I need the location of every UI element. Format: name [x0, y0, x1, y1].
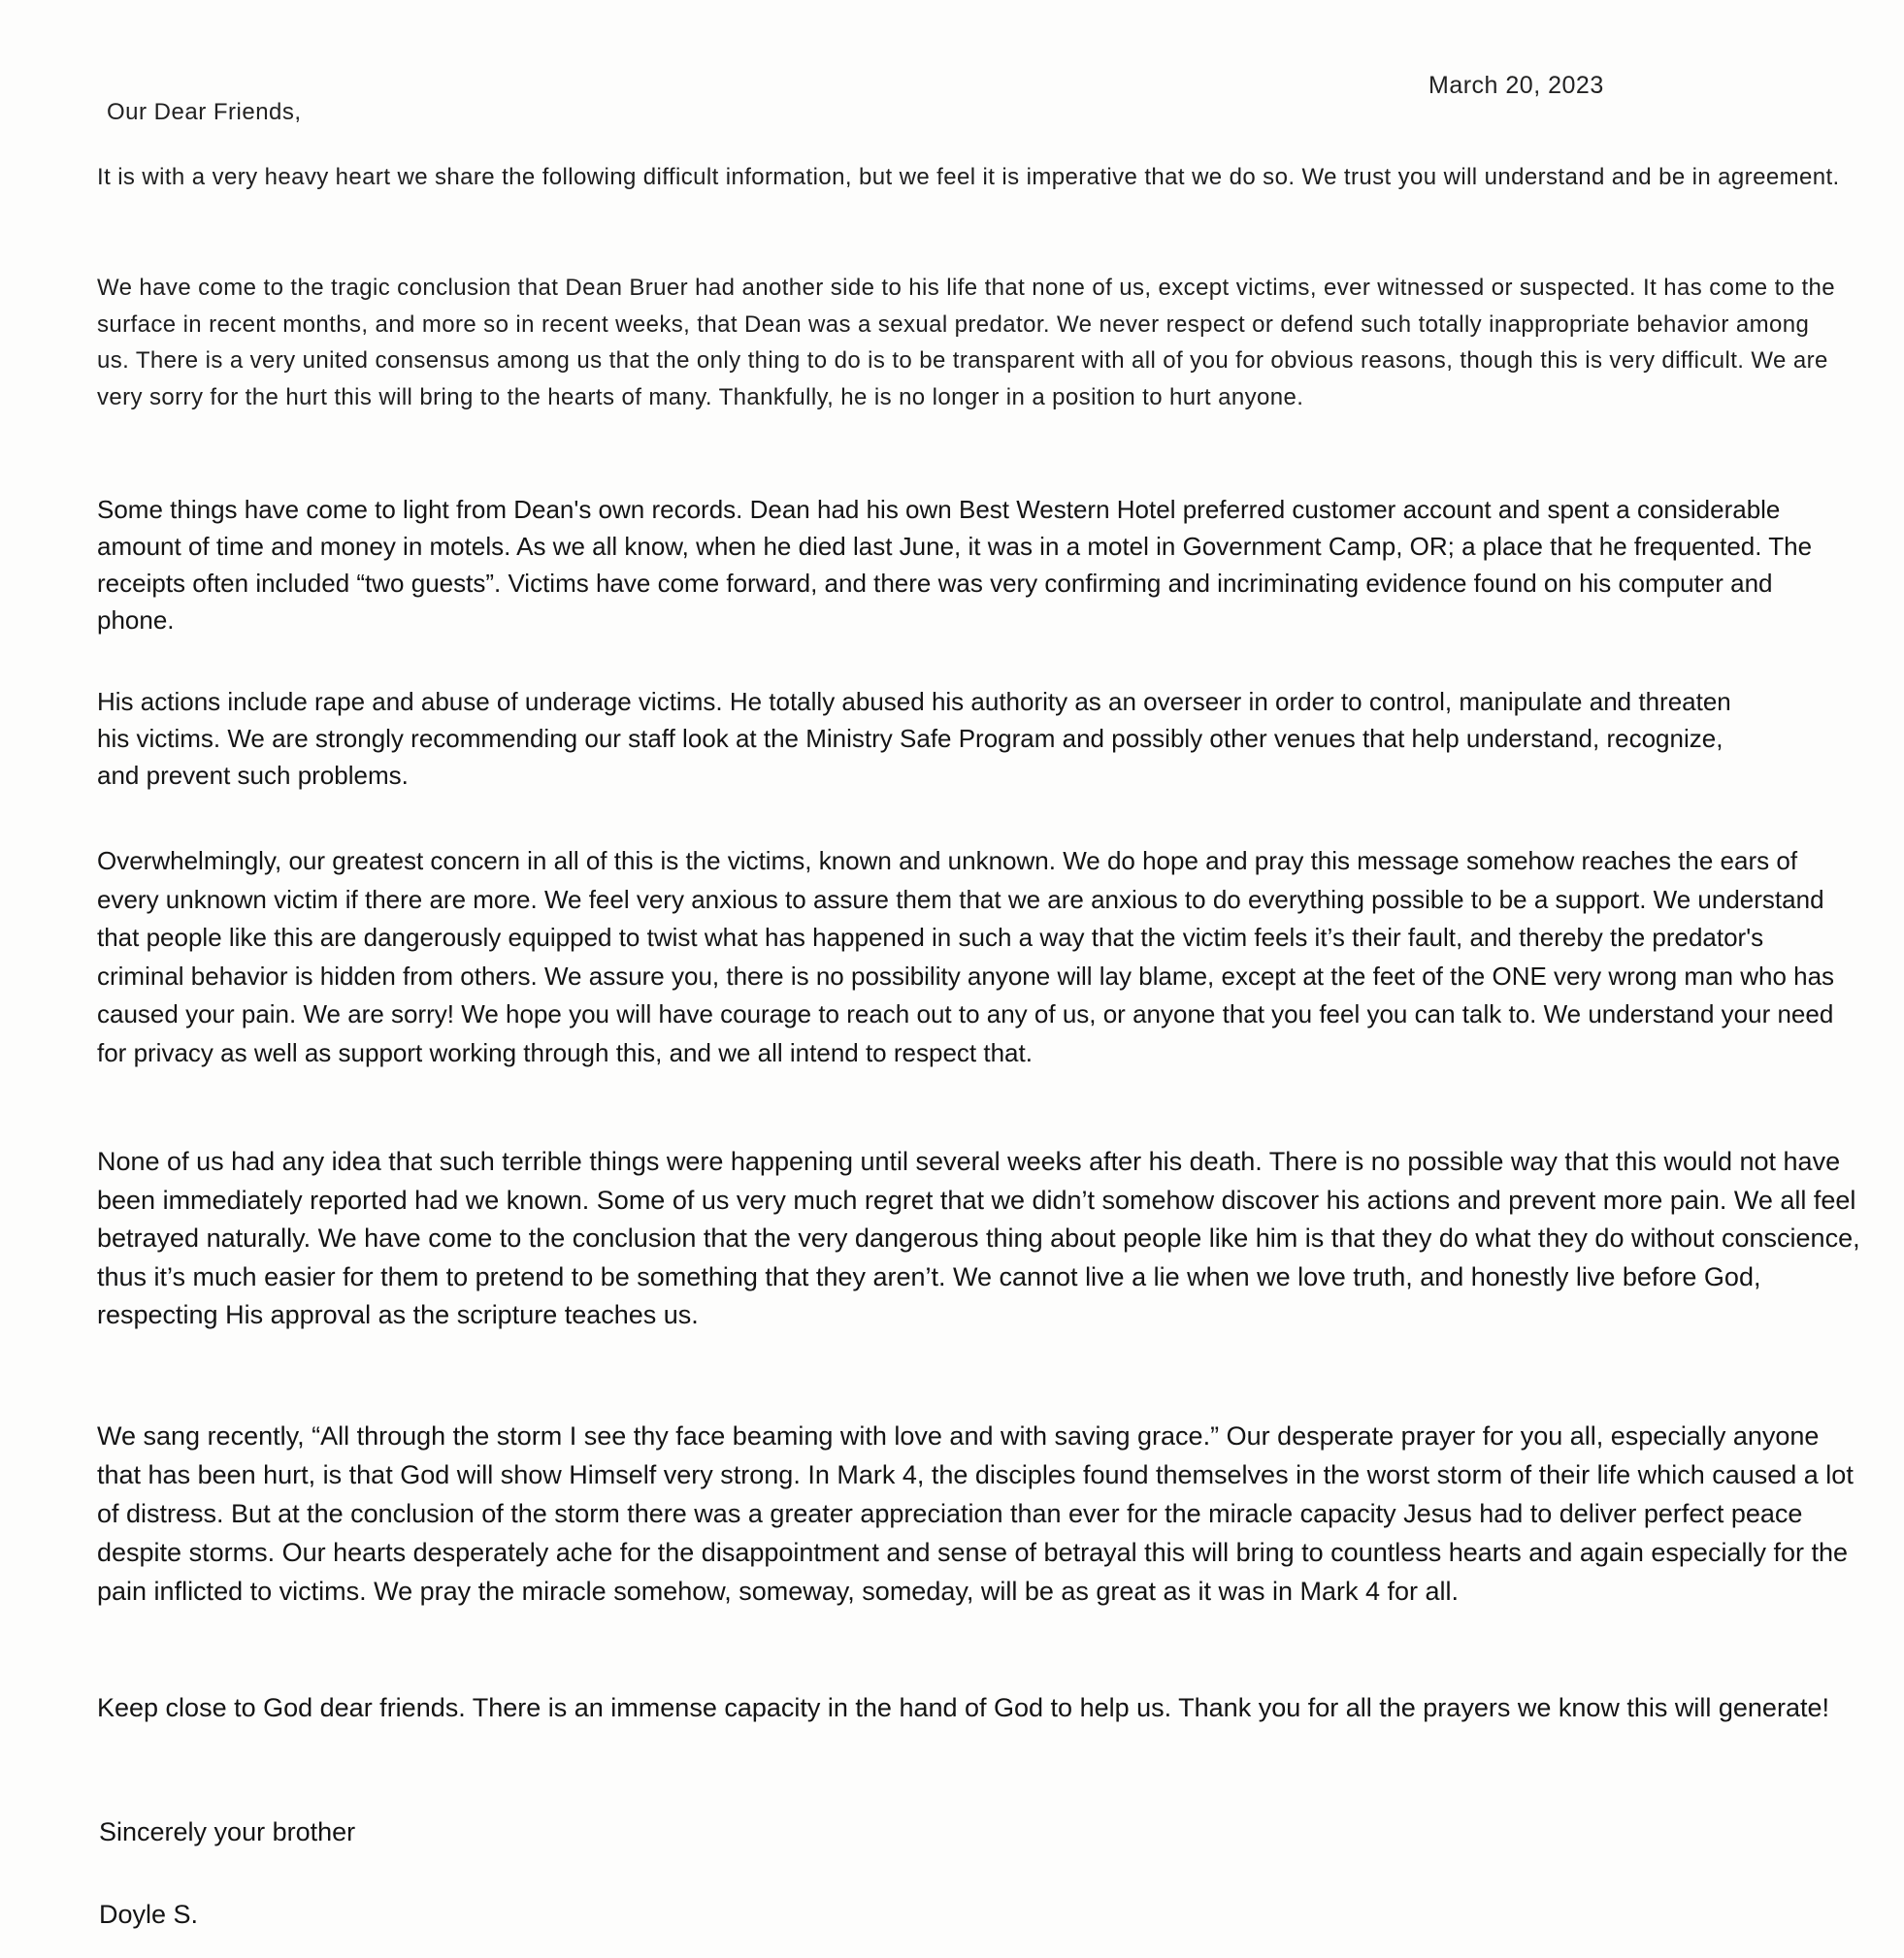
paragraph-conclusion: We have come to the tragic conclusion that Dean Bruer had another side to his life that none of us, except victims, ever witnessed or suspected. It has come to the surface in recent months, and more so in recent weeks, that Dean was a sexual predator. We never respect or defend such totally inappropriate behavior among us. There is a very united consensus among us that the only thing to do is to be transparent with all of you for obvious reasons, though this is very difficult. We are very sorry for the hurt this will bring to the hearts of many. Thankfully, he is no longer in a position to hurt anyone. — [97, 275, 1836, 410]
paragraph-victims: Overwhelmingly, our greatest concern in all of this is the victims, known and unknown. We do hope and pray this message somehow reaches the ears of every unknown victim if there are more. We feel very anxious to assure them that we are anxious to do everything possible to be a support. We understand that people like this are dangerously equipped to twist what has happened in such a way that the victim feels it’s their fault, and thereby the predator's criminal behavior is hidden from others. We assure you, there is no possibility anyone will lay blame, except at the feet of the ONE very wrong man who has caused your pain. We are sorry! We hope you will have courage to reach out to any of us, or anyone that you feel you can talk to. We understand your need for privacy as well as support working through this, and we all intend to respect that. — [97, 846, 1835, 1067]
paragraph-prayer: We sang recently, “All through the storm I see thy face beaming with love and with saving grace.” Our desperate prayer for you all, especially anyone that has been hurt, is that God will show Himself very strong. In Mark 4, the disciples found themselves in the worst storm of their life which caused a lot of distress. But at the conclusion of the storm there was a greater appreciation than ever for the miracle capacity Jesus had to deliver perfect peace despite storms. Our hearts desperately ache for the disappointment and sense of betrayal this will bring to countless hearts and again especially for the pain inflicted to victims. We pray the miracle somehow, someway, someday, will be as great as it was in Mark 4 for all. — [97, 1421, 1854, 1606]
signature: Doyle S. — [99, 1900, 199, 1929]
paragraph-records: Some things have come to light from Dean's own records. Dean had his own Best Western Hotel preferred customer account and spent a considerable amount of time and money in motels. As we all know, when he died last June, it was in a motel in Government Camp, OR; a place that he frequented. The receipts often included “two guests”. Victims have come forward, and there was very confirming and incriminating evidence found on his computer and phone. — [97, 495, 1813, 635]
salutation: Our Dear Friends, — [107, 99, 302, 125]
paragraph-betrayal: None of us had any idea that such terrible things were happening until several weeks after his death. There is no possible way that this would not have been immediately reported had we known. Some of us very much regret that we didn’t somehow discover his actions and prevent more pain. We all feel betrayed naturally. We have come to the conclusion that the very dangerous thing about people like him is that they do what they do without conscience, thus it’s much easier for them to pretend to be something that they aren’t. We cannot live a lie when we love truth, and honestly live before God, respecting His approval as the scripture teaches us. — [97, 1147, 1860, 1329]
paragraph-actions: His actions include rape and abuse of underage victims. He totally abused his authority as an overseer in order to control, manipulate and threaten his victims. We are strongly recommending our staff look at the Ministry Safe Program and possibly other venues that help understand, recognize, and prevent such problems. — [97, 687, 1731, 790]
closing: Sincerely your brother — [99, 1817, 356, 1846]
paragraph-intro: It is with a very heavy heart we share the following difficult information, but we feel it is imperative that we do so. We trust you will understand and be in agreement. — [97, 164, 1840, 190]
paragraph-encouragement: Keep close to God dear friends. There is an immense capacity in the hand of God to help us. Thank you for all the prayers we know this will generate! — [97, 1693, 1829, 1722]
letter-date: March 20, 2023 — [1428, 72, 1604, 99]
